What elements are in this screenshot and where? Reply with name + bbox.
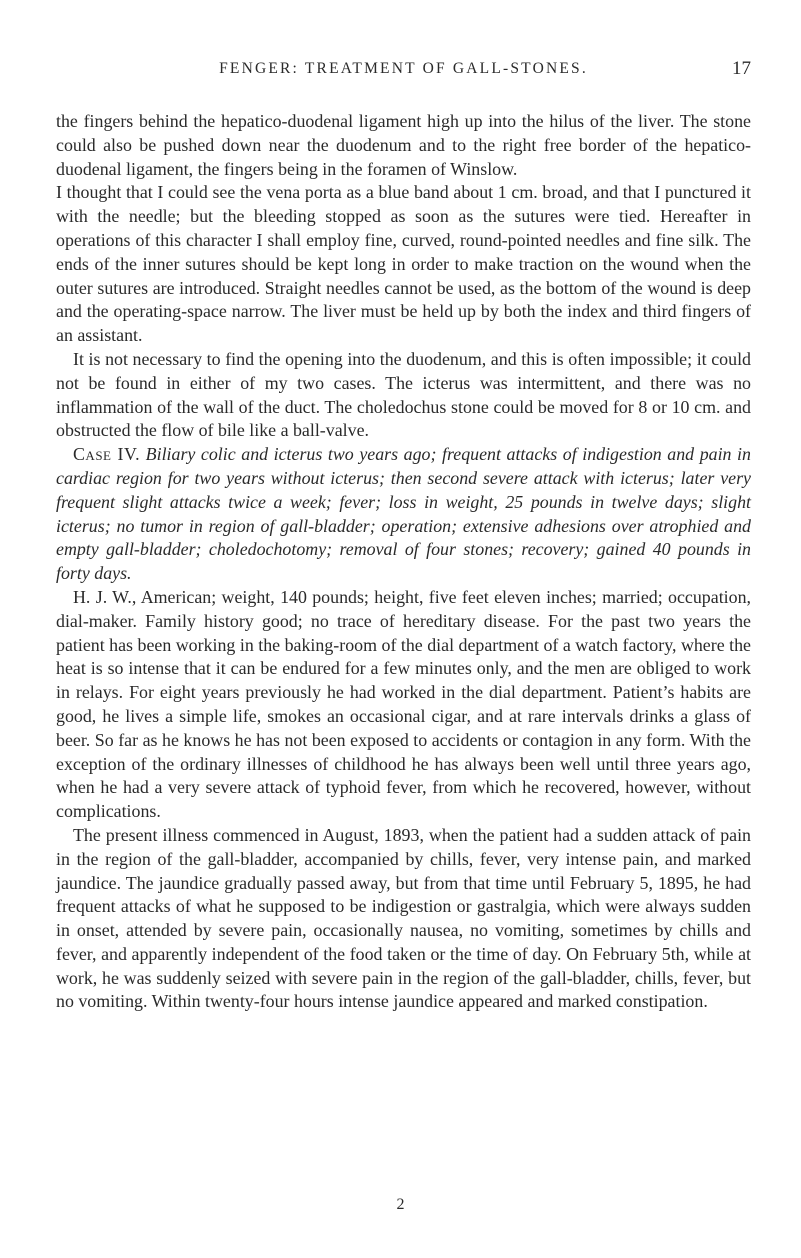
page xyxy=(56,56,751,1014)
paragraph-4: H. J. W., American; weight, 140 pounds; height, five feet eleven inches; married; occupation, dial-maker. Family history good; no trace of hereditary disease. For the past two years the patient has been working in the baking-room of the dial department of a watch factory, where the heat is so intense that it can be endured for a few minutes only, and the men are obliged to work in relays. For eight years previously he had worked in the dial department. Patient’s habits are good, he lives a simple life, smokes an occasional cigar, and at rare intervals drinks a glass of beer. So far as he knows he has not been exposed to accidents or contagion in any form. With the exception of the ordinary illnesses of childhood he has always been well until three years ago, when he had a very severe attack of typhoid fever, from which he recovered, however, without complications. xyxy=(56,586,751,822)
case-summary: Biliary colic and icterus two years ago; frequent attacks of indigestion and pain in cardiac region for two years without icterus; then second severe attack with icterus; later very frequent slight attacks twice a week; fever; loss in weight, 25 pounds in twelve days; slight icterus; no tumor in region of gall-bladder; operation; extensive adhesions over atrophied and empty gall-bladder; choledochotomy; removal of four stones; recovery; gained 40 pounds in forty days. xyxy=(56,444,751,584)
signature-mark: 2 xyxy=(396,1196,405,1213)
paragraph-1: the fingers behind the hepatico-duodenal ligament high up into the hilus of the liver. The stone could also be pushed down near the duodenum and to the right free border of the hepatico-duodenal ligament, the fingers being in the foramen of Winslow. xyxy=(56,111,751,179)
paragraph-5: The present illness commenced in August, 1893, when the patient had a sudden attack of pain in the region of the gall-bladder, accompanied by chills, fever, very intense pain, and marked jaundice. The jaundice gradually passed away, but from that time until February 5, 1895, he had frequent attacks of what he supposed to be indigestion or gastralgia, which were always sudden in onset, attended by severe pain, occasionally nausea, no vomiting, sometimes by chills and fever, and apparently independent of the food taken or the time of day. On February 5th, while at work, he was suddenly seized with severe pain in the region of the gall-bladder, chills, fever, but no vomiting. Within twenty-four hours intense jaundice appeared and marked constipation. xyxy=(56,824,751,1012)
body-text xyxy=(56,110,751,1014)
running-title: FENGER: TREATMENT OF GALL-STONES. xyxy=(219,60,588,77)
case-heading xyxy=(56,443,751,586)
page-number: 17 xyxy=(732,58,751,79)
running-head xyxy=(56,56,751,82)
paragraph-2: I thought that I could see the vena porta as a blue band about 1 cm. broad, and that I punctured it with the needle; but the bleeding stopped as soon as the sutures were tied. Hereafter in operations of this character I shall employ fine, curved, round-pointed needles and fine silk. The ends of the inner sutures should be kept long in order to make traction on the wound when the outer sutures are introduced. Straight needles cannot be used, as the bottom of the wound is deep and the operating-space narrow. The liver must be held up by both the index and third fingers of an assistant. xyxy=(56,182,751,346)
case-label: Case IV. xyxy=(73,444,141,465)
paragraph-3: It is not necessary to find the opening into the duodenum, and this is often impossible; it could not be found in either of my two cases. The icterus was intermittent, and there was no inflammation of the wall of the duct. The choledochus stone could be moved for 8 or 10 cm. and obstructed the flow of bile like a ball-valve. xyxy=(56,348,751,441)
